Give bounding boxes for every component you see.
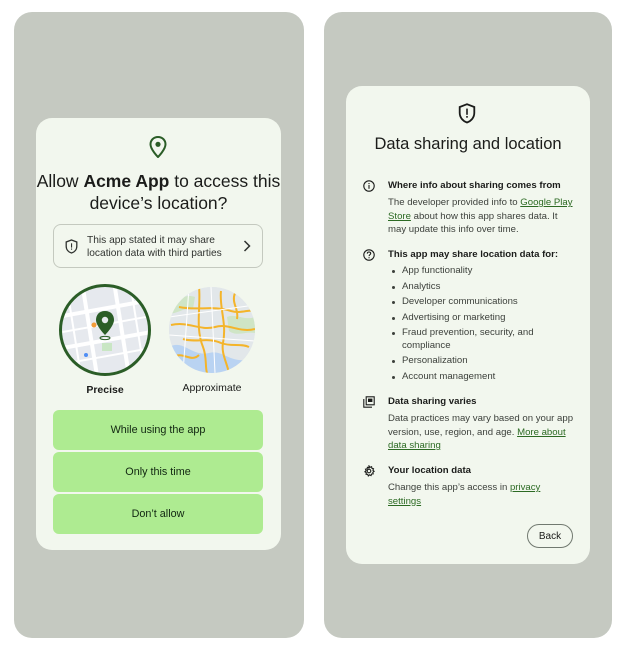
- location-pin-icon: [149, 136, 167, 158]
- phone-screen-data-sharing: [324, 12, 612, 638]
- google-play-store-link[interactable]: Google Play Store: [388, 197, 573, 222]
- while-using-app-button[interactable]: While using the app: [53, 410, 263, 450]
- collections-icon: [363, 396, 375, 408]
- phone-screen-permission: [14, 12, 304, 638]
- section-body: The developer provided info to Google Play Store about how this app shares data. It may update this info over time.: [388, 197, 573, 235]
- back-button[interactable]: Back: [527, 524, 573, 548]
- selected-ring: [59, 284, 151, 376]
- shield-alert-icon: [458, 103, 476, 124]
- help-icon: [363, 249, 375, 261]
- section-heading: Data sharing varies: [388, 396, 477, 407]
- gear-icon: [363, 465, 375, 477]
- list-item: Developer communications: [388, 296, 576, 309]
- section-body: Data practices may vary based on your app version, use, region, and age. More about data sharing: [388, 413, 574, 451]
- list-item: Fraud prevention, security, and compliance: [388, 327, 576, 352]
- list-item: App functionality: [388, 265, 576, 278]
- list-item: Analytics: [388, 281, 576, 294]
- shield-icon: [65, 239, 78, 254]
- approximate-map-image: [169, 287, 255, 373]
- section-heading: Where info about sharing comes from: [388, 180, 561, 191]
- section-heading: This app may share location data for:: [388, 249, 559, 260]
- approximate-label: Approximate: [182, 382, 242, 394]
- approximate-location-option[interactable]: [166, 284, 258, 394]
- precise-label: Precise: [86, 384, 124, 396]
- third-party-sharing-notice[interactable]: [53, 224, 263, 268]
- dialog-title: Data sharing and location: [374, 135, 562, 153]
- list-item: Account management: [388, 371, 576, 384]
- more-about-data-sharing-link[interactable]: More about data sharing: [388, 426, 566, 451]
- list-item: Advertising or marketing: [388, 312, 576, 325]
- section-body: Change this app’s access in privacy settings: [388, 482, 541, 507]
- only-this-time-button[interactable]: Only this time: [53, 452, 263, 492]
- location-permission-dialog: [36, 118, 281, 550]
- chevron-right-icon: [243, 240, 251, 252]
- app-name: Acme App: [83, 171, 170, 191]
- info-icon: [363, 180, 375, 192]
- privacy-settings-link[interactable]: privacy settings: [388, 482, 541, 507]
- dont-allow-button[interactable]: Don’t allow: [53, 494, 263, 534]
- section-heading: Your location data: [388, 465, 471, 476]
- list-item: Personalization: [388, 355, 576, 368]
- purpose-list: [388, 265, 576, 386]
- data-sharing-dialog: [346, 86, 590, 564]
- permission-title: Allow Acme App to access this device’s location?: [36, 171, 281, 213]
- sharing-notice-text: This app stated it may share location data with third parties: [87, 235, 222, 259]
- precise-location-option[interactable]: [59, 284, 151, 396]
